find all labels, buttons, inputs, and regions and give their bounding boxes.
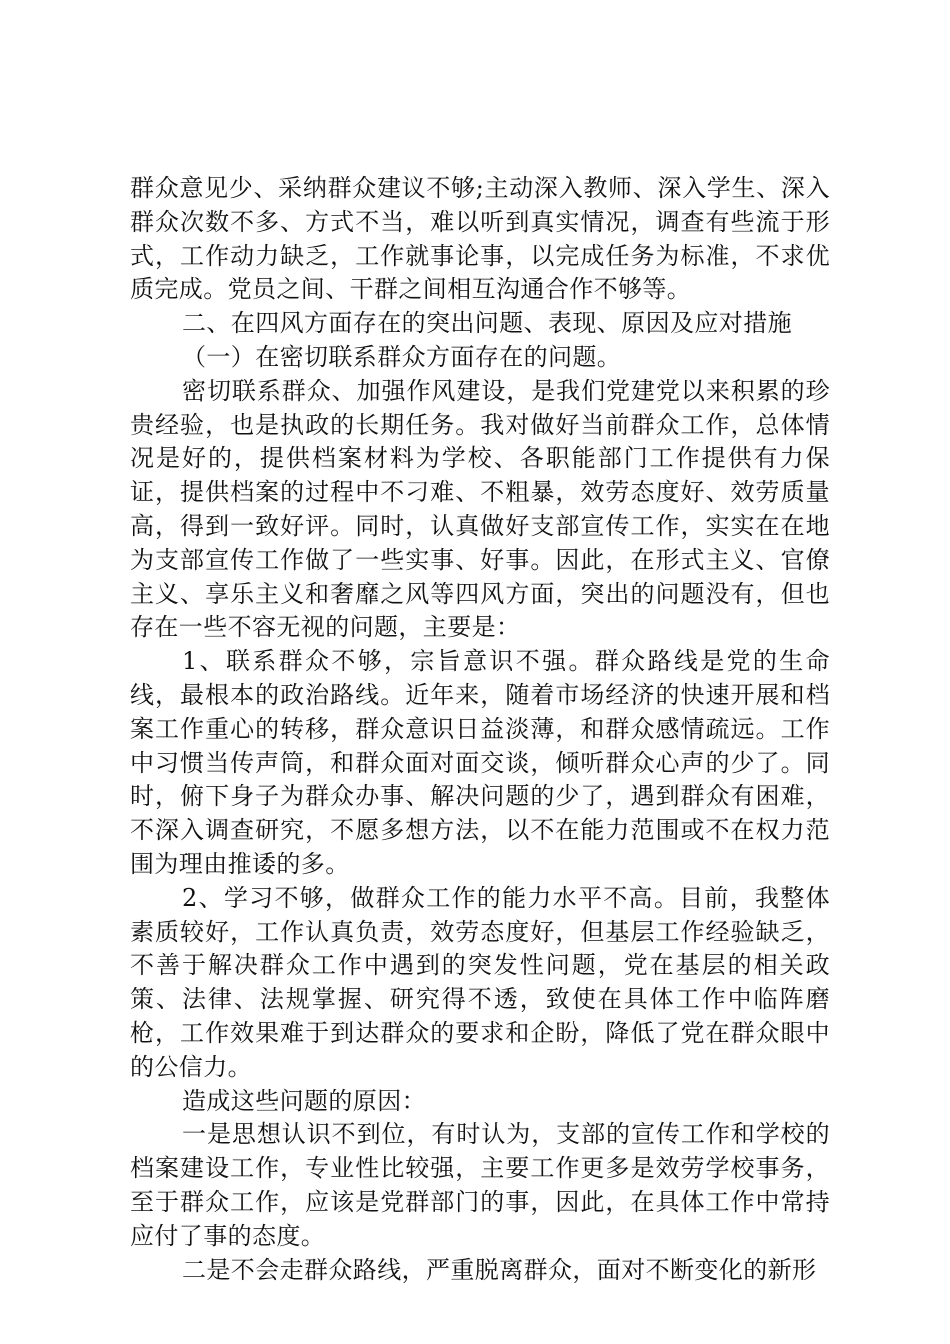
section-heading: 二、在四风方面存在的突出问题、表现、原因及应对措施 [182,309,792,338]
paragraph-causes-heading: 造成这些问题的原因： [182,1086,426,1115]
paragraph-cause-2: 二是不会走群众路线，严重脱离群众，面对不断变化的新形 [182,1255,817,1284]
document-body [130,172,830,1287]
subsection-heading: （一）在密切联系群众方面存在的问题。 [182,342,622,371]
paragraph-intro: 密切联系群众、加强作风建设，是我们党建党以来积累的珍贵经验，也是执政的长期任务。我对做好当前群众工作，总体情况是好的，提供档案材料为学校、各职能部门工作提供有力保证，提供档案的过程中不刁难、不粗暴，效劳态度好、效劳质量高，得到一致好评。同时，认真做好支部宣传工作，实实在在地为支部宣传工作做了一些实事、好事。因此，在形式主义、官僚主义、享乐主义和奢靡之风等四风方面，突出的问题没有，但也存在一些不容无视的问题，主要是： [130,376,830,642]
paragraph-continuation: 群众意见少、采纳群众建议不够;主动深入教师、深入学生、深入群众次数不多、方式不当，难以听到真实情况，调查有些流于形式，工作动力缺乏，工作就事论事，以完成任务为标准，不求优质完成。党员之间、干群之间相互沟通合作不够等。 [130,174,830,304]
paragraph-point-2: 2、学习不够，做群众工作的能力水平不高。目前，我整体素质较好，工作认真负责，效劳态度好，但基层工作经验缺乏，不善于解决群众工作中遇到的突发性问题，党在基层的相关政策、法律、法规掌握、研究得不透，致使在具体工作中临阵磨枪，工作效果难于到达群众的要求和企盼，降低了党在群众眼中的公信力。 [130,883,830,1081]
paragraph-point-1: 1、联系群众不够，宗旨意识不强。群众路线是党的生命线，最根本的政治路线。近年来，随着市场经济的快速开展和档案工作重心的转移，群众意识日益淡薄，和群众感情疏远。工作中习惯当传声筒，和群众面对面交谈，倾听群众心声的少了。同时，俯下身子为群众办事、解决问题的少了，遇到群众有困难，不深入调查研究，不愿多想方法，以不在能力范围或不在权力范围为理由推诿的多。 [130,647,830,878]
paragraph-cause-1: 一是思想认识不到位，有时认为，支部的宣传工作和学校的档案建设工作，专业性比较强，主要工作更多是效劳学校事务，至于群众工作，应该是党群部门的事，因此，在具体工作中常持应付了事的态度。 [130,1120,830,1250]
